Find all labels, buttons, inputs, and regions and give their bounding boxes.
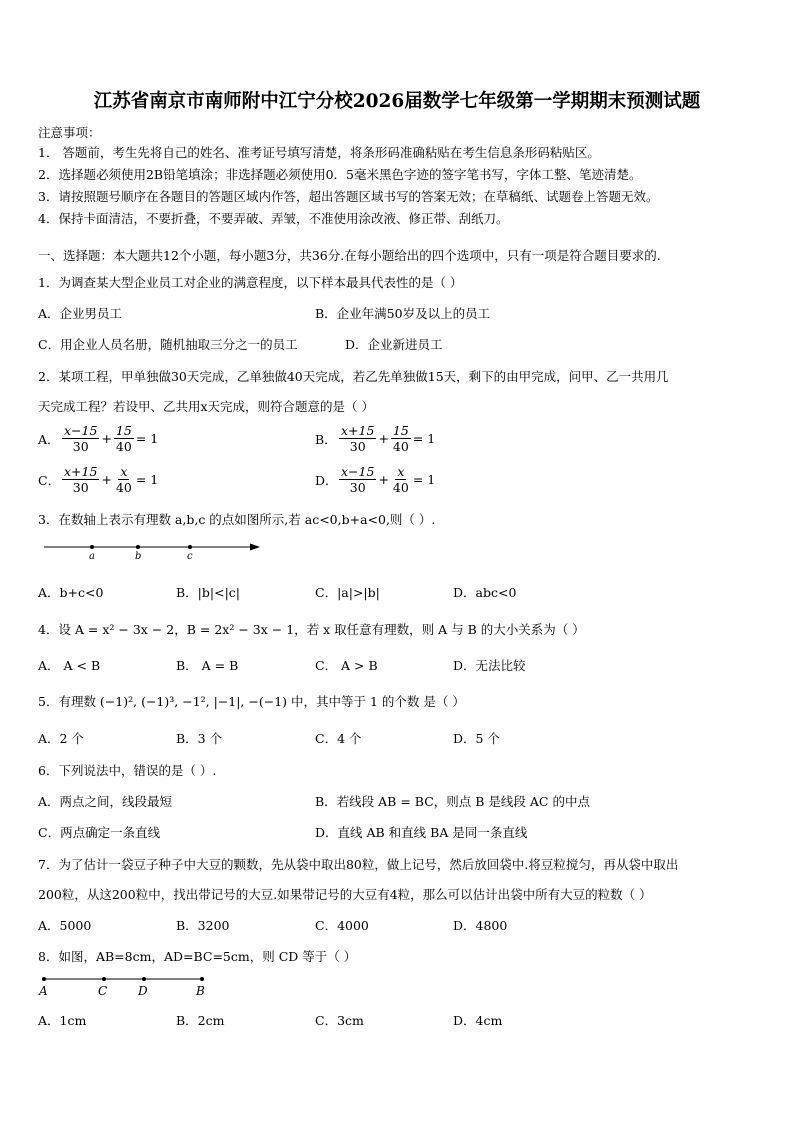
- point-c: [188, 545, 192, 549]
- q4-stem: 4．设 A = x² − 3x − 2，B = 2x² − 3x − 1，若 x 取任意有理数，则 A 与 B 的大小关系为（ ）: [38, 622, 585, 637]
- point-b-label: b: [135, 551, 142, 562]
- q8-option-c: C．3cm: [315, 1013, 364, 1028]
- notes-item-4: 4．保持卡面清洁，不要折叠，不要弄破、弄皱，不准使用涂改液、修正带、刮纸刀。: [38, 211, 509, 226]
- q2-option-d: D． $\frac{x-15}{30}$ + $\frac{x}{40}$ = 1: [315, 464, 436, 495]
- q6-stem: 6．下列说法中，错误的是（ ）.: [38, 763, 217, 778]
- q2-stem-line2: 天完成工程？若设甲、乙共用x天完成，则符合题意的是（ ）: [38, 399, 375, 414]
- q7-option-c: C．4000: [315, 918, 369, 933]
- q7-option-b: B．3200: [176, 918, 230, 933]
- point-a-label: A: [39, 984, 48, 998]
- point-b: [136, 545, 140, 549]
- q5-stem: 5．有理数 (−1)², (−1)³, −1², |−1|, −(−1) 中，其中等于 1 的个数 是（ ）: [38, 694, 465, 709]
- q4-option-a: A． A < B: [38, 658, 101, 673]
- q4-option-b: B． A = B: [176, 658, 239, 673]
- q1-option-a: A．企业男员工: [38, 306, 123, 321]
- q7-stem-line1: 7．为了估计一袋豆子种子中大豆的颗数，先从袋中取出80粒，做上记号，然后放回袋中.将豆粒搅匀，再从袋中取出: [38, 857, 679, 872]
- fraction: $\frac{x}{40}$: [115, 464, 132, 495]
- q1-option-d: D．企业新进员工: [345, 337, 443, 352]
- number-line-figure: [44, 538, 266, 562]
- q2-option-c: C． $\frac{x+15}{30}$ + $\frac{x}{40}$ = 1: [38, 464, 159, 495]
- fraction: $\frac{15}{40}$: [392, 423, 409, 454]
- q3-option-c: C．|a|>|b|: [315, 585, 380, 600]
- point-c-label: c: [187, 551, 193, 562]
- notes-item-1: 1． 答题前，考生先将自己的姓名、准考证号填写清楚，将条形码准确粘贴在考生信息条形码粘贴区。: [38, 145, 600, 160]
- q8-option-b: B．2cm: [176, 1013, 225, 1028]
- q1-stem: 1．为调查某大型企业员工对企业的满意程度，以下样本最具代表性的是（ ）: [38, 275, 463, 290]
- option-label: B．: [315, 431, 337, 447]
- point-a-label: a: [89, 551, 95, 562]
- segment-figure: [36, 970, 216, 1000]
- q2-option-a: A． $\frac{x-15}{30}$ + $\frac{15}{40}$ = 1: [38, 423, 159, 454]
- q7-option-d: D．4800: [453, 918, 508, 933]
- q8-option-a: A．1cm: [38, 1013, 87, 1028]
- q4-option-d: D．无法比较: [453, 658, 526, 673]
- fraction: $\frac{15}{40}$: [115, 423, 132, 454]
- q2-stem-line1: 2．某项工程，甲单独做30天完成，乙单独做40天完成，若乙先单独做15天，剩下的由甲完成，问甲、乙一共用几: [38, 369, 669, 384]
- q5-option-b: B．3 个: [176, 731, 223, 746]
- q5-option-c: C．4 个: [315, 731, 362, 746]
- arrow-head: [250, 544, 260, 551]
- section-heading: 一、选择题：本大题共12个小题，每小题3分，共36分.在每小题给出的四个选项中，只有一项是符合题目要求的.: [38, 248, 661, 263]
- q5-option-d: D．5 个: [453, 731, 500, 746]
- notes-item-3: 3．请按照题号顺序在各题目的答题区域内作答，超出答题区域书写的答案无效；在草稿纸、试题卷上答题无效。: [38, 189, 659, 204]
- point-c-label: C: [98, 984, 108, 998]
- q3-option-b: B．|b|<|c|: [176, 585, 241, 600]
- q8-option-d: D．4cm: [453, 1013, 503, 1028]
- q6-option-c: C．两点确定一条直线: [38, 825, 161, 840]
- q3-option-d: D．abc<0: [453, 585, 517, 600]
- q6-option-d: D．直线 AB 和直线 BA 是同一条直线: [315, 825, 528, 840]
- fraction: $\frac{x-15}{30}$: [64, 423, 98, 454]
- point-b: [200, 977, 204, 981]
- option-label: A．: [38, 431, 60, 447]
- notes-item-2: 2．选择题必须使用2B铅笔填涂；非选择题必须使用0．5毫米黑色字迹的签字笔书写，字体工整、笔迹清楚。: [38, 167, 642, 182]
- point-d: [142, 977, 146, 981]
- option-label: C．: [38, 472, 61, 488]
- notes-heading: 注意事项：: [38, 125, 101, 140]
- q1-option-b: B．企业年满50岁及以上的员工: [315, 306, 491, 321]
- point-d-label: D: [138, 984, 148, 998]
- point-a: [42, 977, 46, 981]
- point-a: [90, 545, 94, 549]
- fraction: $\frac{x}{40}$: [392, 464, 409, 495]
- fraction: $\frac{x+15}{30}$: [64, 464, 98, 495]
- point-b-label: B: [196, 984, 205, 998]
- q7-stem-line2: 200粒，从这200粒中，找出带记号的大豆.如果带记号的大豆有4粒，那么可以估计出袋中所有大豆的粒数（ ）: [38, 887, 652, 902]
- point-c: [102, 977, 106, 981]
- q2-option-b: B． $\frac{x+15}{30}$ + $\frac{15}{40}$ = 1: [315, 423, 436, 454]
- q6-option-b: B．若线段 AB = BC，则点 B 是线段 AC 的中点: [315, 794, 590, 809]
- q3-stem: 3．在数轴上表示有理数 a,b,c 的点如图所示,若 ac<0,b+a<0,则（ ）.: [38, 512, 436, 527]
- page-title: 江苏省南京市南师附中江宁分校2026届数学七年级第一学期期末预测试题: [93, 91, 701, 112]
- q3-option-a: A．b+c<0: [38, 585, 104, 600]
- q4-option-c: C． A > B: [315, 658, 378, 673]
- q7-option-a: A．5000: [38, 918, 92, 933]
- q1-option-c: C．用企业人员名册，随机抽取三分之一的员工: [38, 337, 298, 352]
- fraction: $\frac{x+15}{30}$: [341, 423, 375, 454]
- q6-option-a: A．两点之间，线段最短: [38, 794, 173, 809]
- fraction: $\frac{x-15}{30}$: [341, 464, 375, 495]
- q5-option-a: A．2 个: [38, 731, 84, 746]
- q8-stem: 8．如图，AB=8cm，AD=BC=5cm，则 CD 等于（ ）: [38, 949, 357, 964]
- option-label: D．: [315, 472, 338, 488]
